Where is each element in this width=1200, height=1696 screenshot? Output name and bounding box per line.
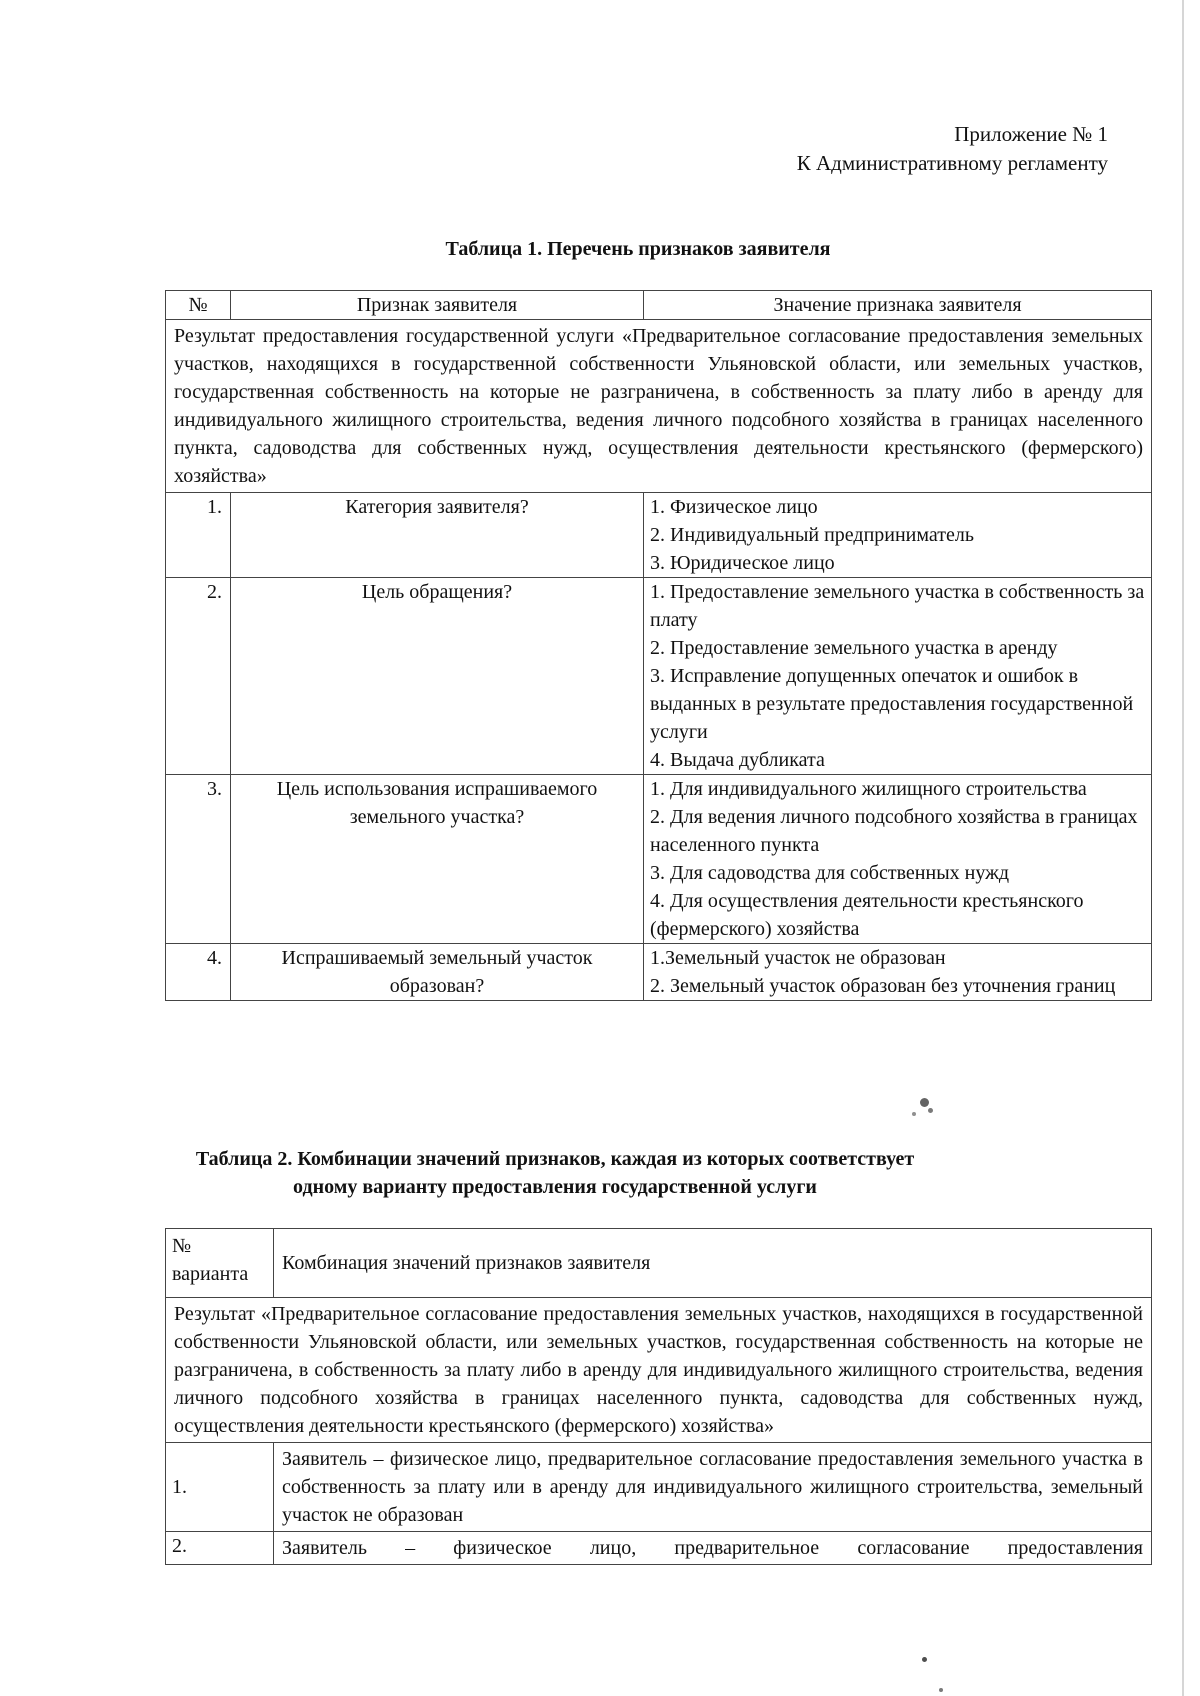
value-item: 4. Для осуществления деятельности крестьянского (фермерского) хозяйства (650, 890, 1084, 940)
table1-result-row (166, 320, 1152, 493)
value-item: 3. Исправление допущенных опечаток и ошибок в выданных в результате предоставления государственной услуги (650, 665, 1134, 743)
value-item: 2. Земельный участок образован без уточнения границ (650, 975, 1116, 997)
table2-header-num: № варианта (166, 1229, 274, 1298)
table2-result-row (166, 1298, 1152, 1443)
row-values (644, 944, 1152, 1001)
table2-caption (0, 1145, 1155, 1201)
appendix-number: Приложение № 1 (954, 122, 1108, 146)
value-item: 3. Юридическое лицо (650, 552, 835, 574)
row-attribute: Цель использования испрашиваемого земельного участка? (231, 775, 644, 944)
table2-result-text: Результат «Предварительное согласование предоставления земельных участков, находящихся в государственной собственности Ульяновской области, или земельных участков, государственная собственность на которые не разграничена, в собственность за плату либо в аренду для индивидуального жилищного строительства, ведения личного подсобного хозяйства в границах населенного пункта, садоводства для собственных нужд, осуществления деятельности крестьянского (фермерского) хозяйства» (166, 1298, 1152, 1443)
table-row (166, 578, 1152, 775)
table-row (166, 775, 1152, 944)
table1-result-text: Результат предоставления государственной услуги «Предварительное согласование предоставления земельных участков, находящихся в государственной собственности Ульяновской области, или земельных участков, государственная собственность на которые не разграничена, в собственность за плату либо в аренду для индивидуального жилищного строительства, ведения личного подсобного хозяйства в границах населенного пункта, садоводства для собственных нужд, осуществления деятельности крестьянского (фермерского) хозяйства» (166, 320, 1152, 493)
table1-header-value: Значение признака заявителя (644, 291, 1152, 320)
variant-number: 1. (166, 1443, 274, 1532)
table1-header-num: № (166, 291, 231, 320)
appendix-header (797, 120, 1108, 178)
scan-speck (922, 1657, 927, 1662)
table2-header-title: Комбинация значений признаков заявителя (274, 1229, 1152, 1298)
table1-header-row (166, 291, 1152, 320)
appendix-reference: К Административному регламенту (796, 151, 1108, 175)
value-item: 1.Земельный участок не образован (650, 947, 946, 969)
variant-number: 2. (166, 1532, 274, 1565)
row-values (644, 493, 1152, 578)
value-item: 2. Индивидуальный предприниматель (650, 524, 974, 546)
scan-speck (939, 1688, 943, 1692)
row-attribute: Испрашиваемый земельный участок образован? (231, 944, 644, 1001)
row-attribute: Категория заявителя? (231, 493, 644, 578)
table2-header-row (166, 1229, 1152, 1298)
row-attribute: Цель обращения? (231, 578, 644, 775)
table2-caption-line2: одному варианту предоставления государственной услуги (293, 1176, 817, 1198)
row-number: 2. (166, 578, 231, 775)
table-row (166, 493, 1152, 578)
row-number: 3. (166, 775, 231, 944)
row-number: 1. (166, 493, 231, 578)
table-row (166, 1532, 1152, 1565)
row-values (644, 775, 1152, 944)
applicant-attributes-table (165, 290, 1152, 1001)
table1-header-attribute: Признак заявителя (231, 291, 644, 320)
value-item: 1. Для индивидуального жилищного строительства (650, 778, 1087, 800)
variant-combinations-table (165, 1228, 1152, 1565)
variant-text: Заявитель – физическое лицо, предварительное согласование предоставления земельного участка в собственность за плату или в аренду для индивидуального жилищного строительства, земельный участок не образован (274, 1443, 1152, 1532)
scan-speck (928, 1108, 933, 1113)
value-item: 4. Выдача дубликата (650, 749, 825, 771)
table-row (166, 1443, 1152, 1532)
scan-speck (912, 1112, 916, 1116)
table1-caption: Таблица 1. Перечень признаков заявителя (445, 238, 831, 260)
scan-speck (920, 1098, 929, 1107)
value-item: 2. Для ведения личного подсобного хозяйства в границах населенного пункта (650, 806, 1138, 856)
variant-text: Заявитель – физическое лицо, предварительное согласование предоставления (274, 1532, 1152, 1565)
row-number: 4. (166, 944, 231, 1001)
value-item: 1. Предоставление земельного участка в собственность за плату (650, 581, 1145, 631)
value-item: 2. Предоставление земельного участка в аренду (650, 637, 1058, 659)
table-row (166, 944, 1152, 1001)
value-item: 3. Для садоводства для собственных нужд (650, 862, 1010, 884)
value-item: 1. Физическое лицо (650, 496, 818, 518)
row-values (644, 578, 1152, 775)
table2-caption-line1: Таблица 2. Комбинации значений признаков, каждая из которых соответствует (195, 1148, 915, 1170)
